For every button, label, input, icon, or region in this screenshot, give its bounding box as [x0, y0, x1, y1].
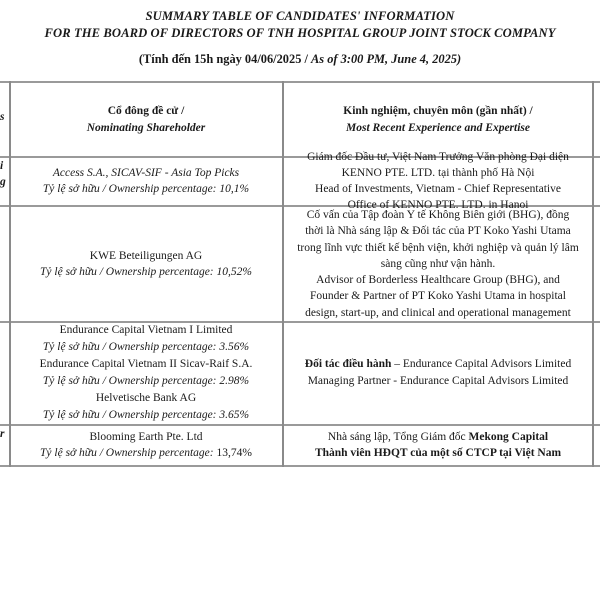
- experience-line: trong lĩnh vực thiết kế bệnh viện, khởi nghiệp và quản lý lâm: [297, 241, 579, 254]
- ownership-percentage: [40, 445, 252, 461]
- shareholder-name: Endurance Capital Vietnam I Limited: [59, 324, 233, 336]
- experience-line: Advisor of Borderless Healthcare Group (BHG), and: [316, 274, 560, 287]
- experience-company: – Endurance Capital Advisors Limited: [391, 358, 572, 370]
- cropped-header-fragment: s: [0, 111, 5, 123]
- shareholder-name: Endurance Capital Vietnam II Sicav-Raif S.A.: [39, 358, 253, 370]
- table-row-shareholder: [10, 322, 282, 424]
- ownership-label: Tỷ lệ sở hữu / Ownership percentage:: [40, 447, 217, 459]
- shareholder-name: KWE Beteiligungen AG: [89, 249, 203, 262]
- experience-line: Managing Partner - Endurance Capital Advisors Limited: [307, 375, 569, 387]
- cropped-fragment: i: [0, 160, 4, 172]
- ownership-percentage: Tỷ lệ sở hữu / Ownership percentage: 2.98%: [42, 375, 250, 387]
- table-border-bottom: [0, 465, 600, 467]
- experience-line: thời là Nhà sáng lập & Đối tác của PT Koko Yashi Utama: [305, 225, 571, 238]
- experience-line: Office of KENNO PTE. LTD. in Hanoi: [347, 199, 529, 212]
- ownership-percentage: Tỷ lệ sở hữu / Ownership percentage: 3.56%: [42, 341, 250, 353]
- shareholder-name: Access S.A., SICAV-SIF - Asia Top Picks: [52, 166, 240, 179]
- table-row-experience: [284, 150, 592, 212]
- ownership-percentage: Tỷ lệ sở hữu / Ownership percentage: 10,1%: [42, 183, 250, 195]
- experience-role: Nhà sáng lập, Tổng Giám đốc: [327, 430, 469, 443]
- experience-company: Mekong Capital: [468, 430, 549, 443]
- as-of-date: [0, 52, 600, 67]
- experience-line: Head of Investments, Vietnam - Chief Representative: [315, 183, 561, 195]
- table-row-experience: [284, 425, 592, 465]
- experience-line: design, start-up, and clinical and operational management: [305, 306, 571, 319]
- table-row-experience: [284, 322, 592, 424]
- ownership-percentage: Tỷ lệ sở hữu / Ownership percentage: 3.65%: [42, 409, 250, 421]
- table-row-shareholder: [10, 207, 282, 321]
- as-of-separator: /: [301, 52, 312, 66]
- table-row-experience: [284, 207, 592, 321]
- header-nominating-shareholder: [10, 83, 282, 156]
- shareholder-name: Blooming Earth Pte. Ltd: [89, 430, 203, 443]
- experience-line: Cố vấn của Tập đoàn Y tế Không Biên giới (BHG), đồng: [306, 209, 570, 222]
- experience-role: Đối tác điều hành: [304, 358, 392, 370]
- experience-line: Giám đốc Đầu tư, Việt Nam Trưởng Văn phòng Đại diện: [307, 150, 569, 163]
- document-subtitle: FOR THE BOARD OF DIRECTORS OF TNH HOSPITAL GROUP JOINT STOCK COMPANY: [44, 26, 556, 40]
- header-en: Nominating Shareholder: [86, 121, 206, 134]
- header-vi: Kinh nghiệm, chuyên môn (gần nhất) /: [343, 105, 533, 118]
- column-divider: [592, 81, 594, 467]
- experience-line: KENNO PTE. LTD. tại thành phố Hà Nội: [341, 166, 535, 179]
- table-row-shareholder: [10, 425, 282, 465]
- experience-line: sàng cũng như vận hành.: [380, 257, 496, 270]
- experience-line: [328, 429, 548, 445]
- ownership-percentage: Tỷ lệ sở hữu / Ownership percentage: 10,52%: [40, 266, 252, 278]
- cropped-fragment: g: [0, 176, 6, 188]
- experience-line: Founder & Partner of PT Koko Yashi Utama in hospital: [310, 290, 566, 303]
- header-vi: Cổ đông đề cử /: [107, 105, 185, 118]
- ownership-value: 13,74%: [216, 447, 252, 459]
- header-experience: [284, 83, 592, 156]
- as-of-vi: (Tính đến 15h ngày 04/06/2025: [138, 52, 302, 66]
- experience-line: [305, 356, 571, 373]
- shareholder-name: Helvetische Bank AG: [95, 392, 197, 404]
- as-of-en: As of 3:00 PM, June 4, 2025): [311, 52, 462, 66]
- experience-line: Thành viên HĐQT của một số CTCP tại Việt Nam: [314, 447, 562, 459]
- cropped-fragment: r: [0, 428, 5, 440]
- table-row-shareholder: [10, 157, 282, 205]
- document-title: SUMMARY TABLE OF CANDIDATES' INFORMATION: [145, 9, 455, 23]
- header-en: Most Recent Experience and Expertise: [346, 121, 530, 134]
